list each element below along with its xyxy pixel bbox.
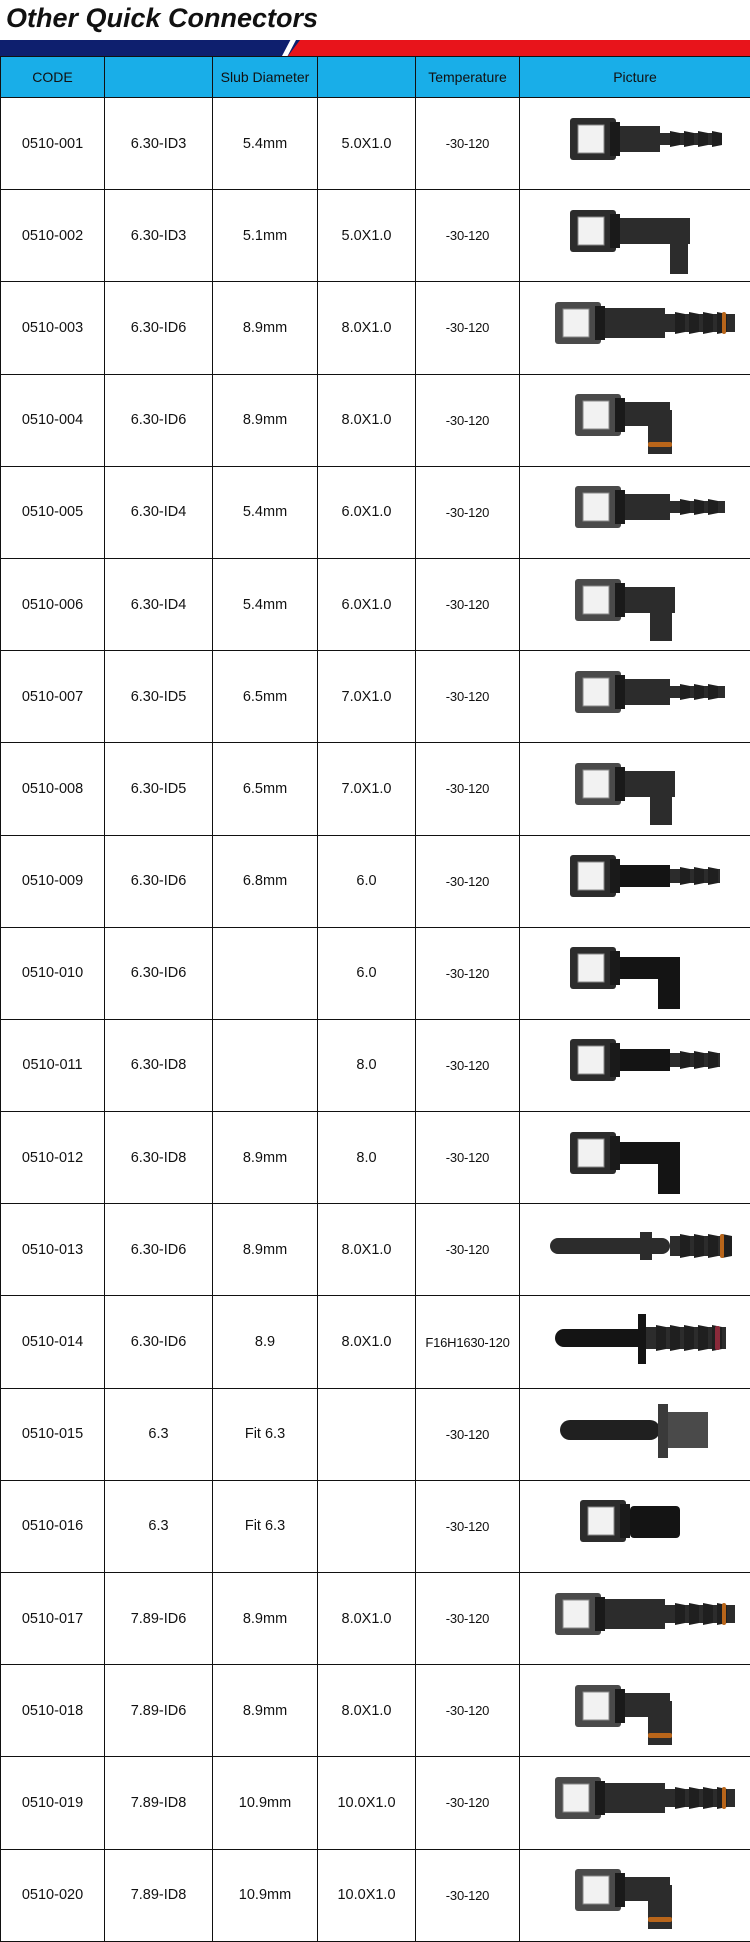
slub-diameter-cell: 5.4mm <box>213 558 318 650</box>
code-cell: 0510-020 <box>1 1849 105 1941</box>
table-row <box>1 190 750 282</box>
slub-diameter-cell: 8.9mm <box>213 1112 318 1204</box>
connector-image <box>530 565 740 645</box>
title-bar <box>0 0 750 40</box>
header-picture: Picture <box>520 57 750 98</box>
code-cell: 0510-017 <box>1 1573 105 1665</box>
page-title: Other Quick Connectors <box>6 3 318 34</box>
table-row <box>1 1112 750 1204</box>
size-cell: 6.0 <box>318 835 416 927</box>
size-cell: 6.0 <box>318 927 416 1019</box>
size-cell: 6.0X1.0 <box>318 466 416 558</box>
temperature-cell: -30-120 <box>416 466 520 558</box>
connector-image <box>530 657 740 737</box>
spec-cell: 6.30-ID6 <box>105 1296 213 1388</box>
temperature-cell: -30-120 <box>416 1573 520 1665</box>
size-cell: 8.0X1.0 <box>318 1204 416 1296</box>
connector-image <box>530 1210 740 1290</box>
picture-cell <box>520 466 750 558</box>
picture-cell <box>520 98 750 190</box>
connector-image <box>530 380 740 460</box>
table-row <box>1 282 750 374</box>
temperature-cell: -30-120 <box>416 98 520 190</box>
spec-cell: 6.30-ID8 <box>105 1112 213 1204</box>
spec-cell: 6.30-ID4 <box>105 466 213 558</box>
spec-cell: 6.30-ID5 <box>105 743 213 835</box>
code-cell: 0510-007 <box>1 651 105 743</box>
picture-cell <box>520 1665 750 1757</box>
size-cell: 8.0X1.0 <box>318 374 416 466</box>
temperature-cell: -30-120 <box>416 1849 520 1941</box>
spec-cell: 6.3 <box>105 1388 213 1480</box>
slub-diameter-cell: 8.9mm <box>213 374 318 466</box>
connector-image <box>530 933 740 1013</box>
slub-diameter-cell: Fit 6.3 <box>213 1388 318 1480</box>
table-row <box>1 1665 750 1757</box>
header-code: CODE <box>1 57 105 98</box>
spec-cell: 6.30-ID6 <box>105 374 213 466</box>
slub-diameter-cell: 6.5mm <box>213 743 318 835</box>
stripe-blue <box>0 40 300 56</box>
temperature-cell: F16H1630-120 <box>416 1296 520 1388</box>
temperature-cell: -30-120 <box>416 651 520 743</box>
spec-cell: 7.89-ID8 <box>105 1757 213 1849</box>
header-slub-diameter: Slub Diameter <box>213 57 318 98</box>
temperature-cell: -30-120 <box>416 374 520 466</box>
slub-diameter-cell <box>213 1019 318 1111</box>
temperature-cell: -30-120 <box>416 1480 520 1572</box>
temperature-cell: -30-120 <box>416 1388 520 1480</box>
temperature-cell: -30-120 <box>416 1112 520 1204</box>
spec-cell: 6.30-ID3 <box>105 190 213 282</box>
spec-cell: 6.30-ID6 <box>105 282 213 374</box>
connector-image <box>530 1486 740 1566</box>
header-size <box>318 57 416 98</box>
code-cell: 0510-011 <box>1 1019 105 1111</box>
temperature-cell: -30-120 <box>416 1204 520 1296</box>
slub-diameter-cell: 8.9 <box>213 1296 318 1388</box>
connector-image <box>530 104 740 184</box>
connector-image <box>530 1671 740 1751</box>
code-cell: 0510-009 <box>1 835 105 927</box>
picture-cell <box>520 1388 750 1480</box>
size-cell: 7.0X1.0 <box>318 651 416 743</box>
code-cell: 0510-001 <box>1 98 105 190</box>
code-cell: 0510-003 <box>1 282 105 374</box>
code-cell: 0510-018 <box>1 1665 105 1757</box>
size-cell: 8.0X1.0 <box>318 1665 416 1757</box>
slub-diameter-cell: 5.4mm <box>213 98 318 190</box>
picture-cell <box>520 1849 750 1941</box>
table-row <box>1 374 750 466</box>
table-row <box>1 1849 750 1941</box>
spec-cell: 7.89-ID6 <box>105 1573 213 1665</box>
slub-diameter-cell: Fit 6.3 <box>213 1480 318 1572</box>
size-cell: 8.0X1.0 <box>318 1296 416 1388</box>
table-header-row <box>1 57 750 98</box>
picture-cell <box>520 282 750 374</box>
slub-diameter-cell: 6.8mm <box>213 835 318 927</box>
code-cell: 0510-015 <box>1 1388 105 1480</box>
spec-cell: 6.30-ID6 <box>105 1204 213 1296</box>
connector-image <box>530 1302 740 1382</box>
connector-image <box>530 1394 740 1474</box>
code-cell: 0510-010 <box>1 927 105 1019</box>
table-row <box>1 927 750 1019</box>
temperature-cell: -30-120 <box>416 1665 520 1757</box>
slub-diameter-cell: 8.9mm <box>213 282 318 374</box>
table-row <box>1 1019 750 1111</box>
code-cell: 0510-006 <box>1 558 105 650</box>
code-cell: 0510-013 <box>1 1204 105 1296</box>
size-cell: 10.0X1.0 <box>318 1849 416 1941</box>
spec-cell: 7.89-ID8 <box>105 1849 213 1941</box>
spec-cell: 6.30-ID4 <box>105 558 213 650</box>
connector-image <box>530 1579 740 1659</box>
slub-diameter-cell: 8.9mm <box>213 1204 318 1296</box>
picture-cell <box>520 927 750 1019</box>
code-cell: 0510-005 <box>1 466 105 558</box>
temperature-cell: -30-120 <box>416 190 520 282</box>
spec-cell: 6.30-ID8 <box>105 1019 213 1111</box>
temperature-cell: -30-120 <box>416 835 520 927</box>
connector-image <box>530 1118 740 1198</box>
temperature-cell: -30-120 <box>416 743 520 835</box>
slub-diameter-cell: 5.4mm <box>213 466 318 558</box>
header-spec <box>105 57 213 98</box>
temperature-cell: -30-120 <box>416 282 520 374</box>
table-row <box>1 1573 750 1665</box>
slub-diameter-cell: 10.9mm <box>213 1849 318 1941</box>
table-row <box>1 558 750 650</box>
size-cell: 5.0X1.0 <box>318 98 416 190</box>
table-row <box>1 835 750 927</box>
spec-cell: 6.30-ID6 <box>105 927 213 1019</box>
temperature-cell: -30-120 <box>416 558 520 650</box>
spec-cell: 6.30-ID5 <box>105 651 213 743</box>
table-row <box>1 651 750 743</box>
picture-cell <box>520 558 750 650</box>
temperature-cell: -30-120 <box>416 1019 520 1111</box>
picture-cell <box>520 1480 750 1572</box>
table-row <box>1 1388 750 1480</box>
spec-cell: 7.89-ID6 <box>105 1665 213 1757</box>
picture-cell <box>520 1757 750 1849</box>
table-row <box>1 1757 750 1849</box>
spec-cell: 6.30-ID6 <box>105 835 213 927</box>
size-cell: 8.0X1.0 <box>318 282 416 374</box>
connector-image <box>530 288 740 368</box>
connector-image <box>530 196 740 276</box>
picture-cell <box>520 743 750 835</box>
picture-cell <box>520 1204 750 1296</box>
code-cell: 0510-014 <box>1 1296 105 1388</box>
size-cell: 8.0 <box>318 1112 416 1204</box>
connector-table <box>0 56 750 1942</box>
slub-diameter-cell: 6.5mm <box>213 651 318 743</box>
connector-image <box>530 841 740 921</box>
table-row <box>1 1204 750 1296</box>
picture-cell <box>520 190 750 282</box>
picture-cell <box>520 1019 750 1111</box>
size-cell: 10.0X1.0 <box>318 1757 416 1849</box>
picture-cell <box>520 835 750 927</box>
size-cell: 8.0X1.0 <box>318 1573 416 1665</box>
table-row <box>1 1480 750 1572</box>
size-cell: 6.0X1.0 <box>318 558 416 650</box>
slub-diameter-cell: 10.9mm <box>213 1757 318 1849</box>
connector-image <box>530 1855 740 1935</box>
connector-image <box>530 1025 740 1105</box>
picture-cell <box>520 651 750 743</box>
code-cell: 0510-008 <box>1 743 105 835</box>
slub-diameter-cell: 8.9mm <box>213 1573 318 1665</box>
size-cell <box>318 1388 416 1480</box>
size-cell <box>318 1480 416 1572</box>
connector-image <box>530 1763 740 1843</box>
code-cell: 0510-004 <box>1 374 105 466</box>
spec-cell: 6.30-ID3 <box>105 98 213 190</box>
slub-diameter-cell <box>213 927 318 1019</box>
code-cell: 0510-016 <box>1 1480 105 1572</box>
code-cell: 0510-002 <box>1 190 105 282</box>
temperature-cell: -30-120 <box>416 927 520 1019</box>
table-row <box>1 1296 750 1388</box>
table-row <box>1 743 750 835</box>
picture-cell <box>520 1573 750 1665</box>
code-cell: 0510-019 <box>1 1757 105 1849</box>
picture-cell <box>520 1296 750 1388</box>
header-stripe <box>0 40 750 56</box>
slub-diameter-cell: 8.9mm <box>213 1665 318 1757</box>
header-temperature: Temperature <box>416 57 520 98</box>
size-cell: 8.0 <box>318 1019 416 1111</box>
size-cell: 5.0X1.0 <box>318 190 416 282</box>
connector-image <box>530 749 740 829</box>
table-row <box>1 98 750 190</box>
picture-cell <box>520 1112 750 1204</box>
size-cell: 7.0X1.0 <box>318 743 416 835</box>
table-row <box>1 466 750 558</box>
slub-diameter-cell: 5.1mm <box>213 190 318 282</box>
temperature-cell: -30-120 <box>416 1757 520 1849</box>
connector-image <box>530 472 740 552</box>
code-cell: 0510-012 <box>1 1112 105 1204</box>
spec-cell: 6.3 <box>105 1480 213 1572</box>
picture-cell <box>520 374 750 466</box>
